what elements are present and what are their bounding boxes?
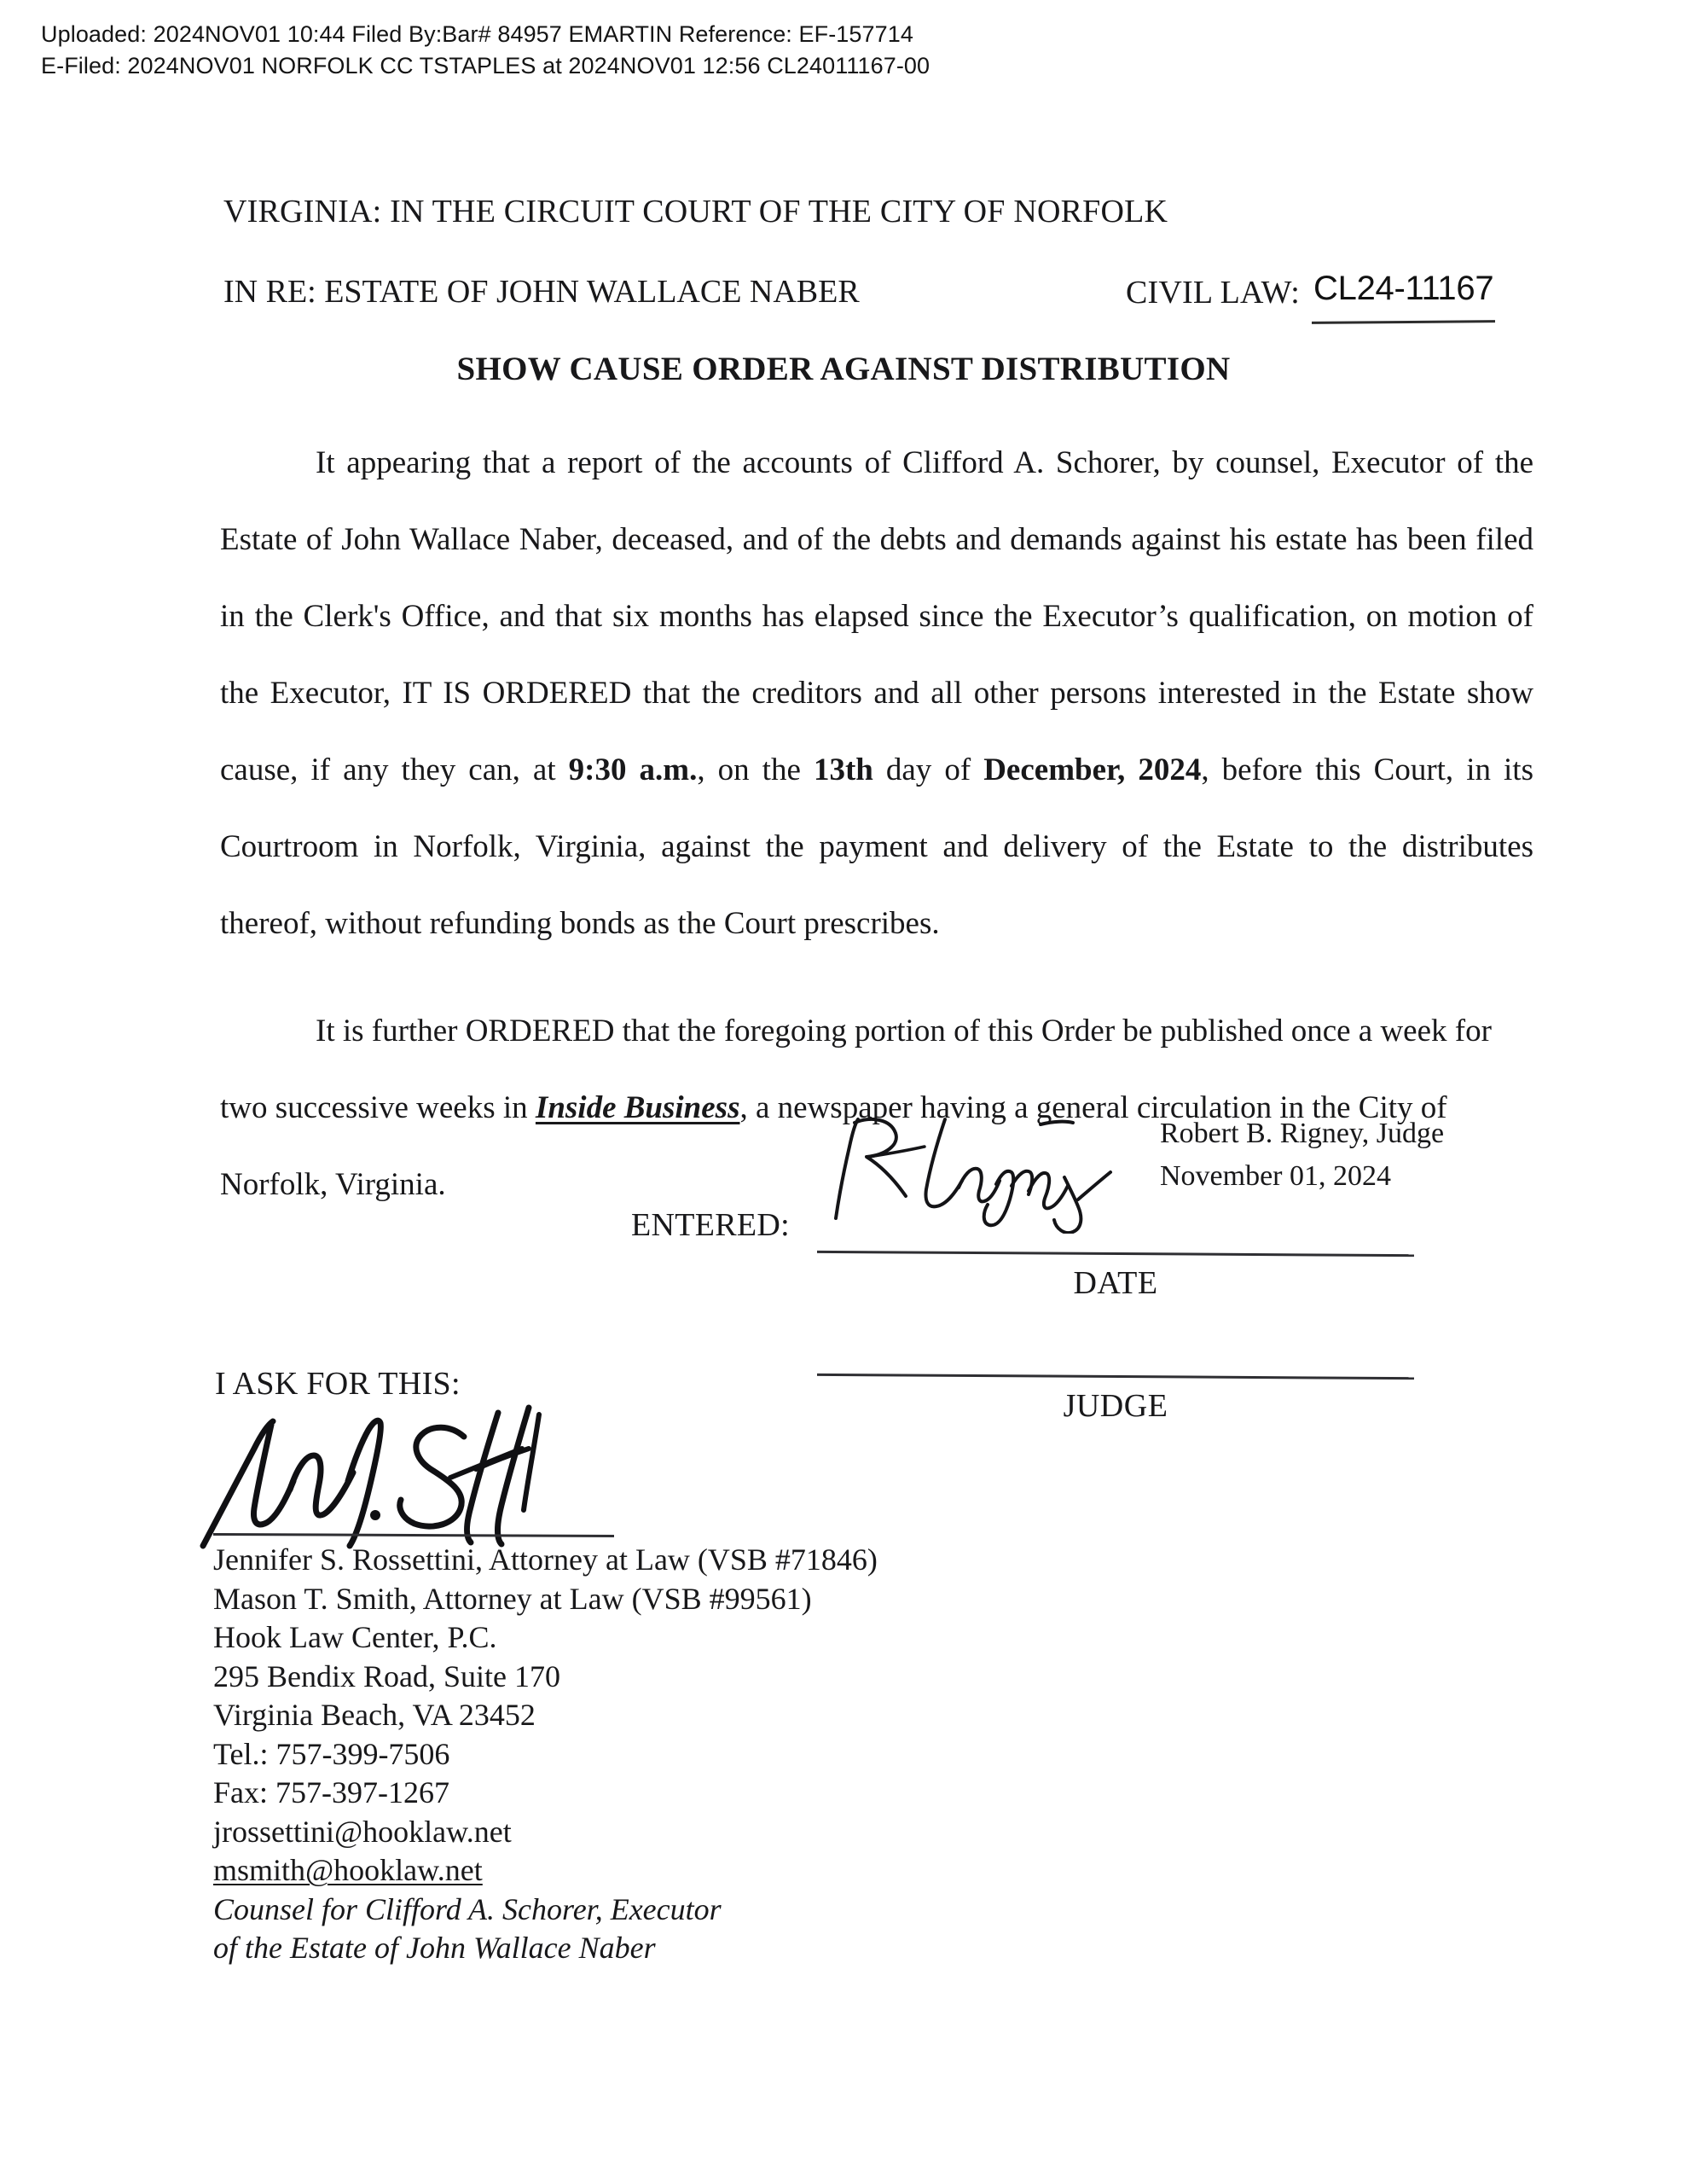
civil-law-case-number-group [1126, 270, 1497, 311]
counsel-email-smith[interactable]: msmith@hooklaw.net [213, 1853, 483, 1887]
para2-segment-b: , a newspaper having a general circulation in the City of Norfolk, Virginia. [220, 1090, 1447, 1202]
attorney-signature-line [213, 1533, 614, 1537]
para2-segment-a: It is further ORDERED that the foregoing portion of this Order be published once a week for two successive weeks in [220, 1014, 1492, 1125]
entered-date-value: November 01, 2024 [1160, 1160, 1392, 1192]
counsel-firm-name: Hook Law Center, P.C. [213, 1620, 497, 1654]
para1-segment-a: It appearing that a report of the accounts of Clifford A. Schorer, by counsel, Executor of the Estate of John Wallace Naber, deceased, and of the debts and demands against his estate has been filed in the Clerk's Office, and that six months has elapsed since the Executor’s qualification, on motion of the Executor, IT IS ORDERED that the creditors and all other persons interested in the Estate show cause, if any they can, at [220, 445, 1533, 787]
para1-segment-d: , before this Court, in its Courtroom in Norfolk, Virginia, against the payment and delivery of the Estate to the distributes thereof, without refunding bonds as the Court prescribes. [220, 752, 1533, 941]
order-paragraph-1 [220, 425, 1533, 962]
para1-segment-c: day of [872, 752, 984, 787]
i-ask-for-this-label: I ASK FOR THIS: [215, 1366, 461, 1402]
civil-law-label: CIVIL LAW: [1126, 275, 1301, 311]
counsel-attorney-2: Mason T. Smith, Attorney at Law (VSB #99561) [213, 1581, 812, 1616]
attorney-signature-mark [194, 1396, 595, 1549]
counsel-role-line-2: of the Estate of John Wallace Naber [213, 1931, 656, 1965]
document-title: SHOW CAUSE ORDER AGAINST DISTRIBUTION [456, 351, 1231, 387]
counsel-email-rossettini: jrossettini@hooklaw.net [213, 1814, 512, 1849]
counsel-attorney-1: Jennifer S. Rossettini, Attorney at Law (VSB #71846) [213, 1542, 878, 1577]
judge-signature-line [817, 1374, 1414, 1380]
hearing-day: 13th [813, 752, 873, 787]
case-number-underline [1312, 320, 1495, 324]
counsel-city-state-zip: Virginia Beach, VA 23452 [213, 1698, 536, 1732]
newspaper-name: Inside Business [535, 1090, 740, 1125]
counsel-role-line-1: Counsel for Clifford A. Schorer, Executor [213, 1891, 722, 1926]
counsel-telephone: Tel.: 757-399-7506 [213, 1736, 450, 1771]
counsel-street-address: 295 Bendix Road, Suite 170 [213, 1658, 560, 1693]
judge-signature-block [631, 1102, 1535, 1424]
case-number-field [1308, 270, 1497, 311]
case-number-value: CL24-11167 [1313, 270, 1494, 307]
in-re-estate-caption: IN RE: ESTATE OF JOHN WALLACE NABER [223, 274, 860, 310]
efiling-stamp-efiled-line: E-Filed: 2024NOV01 NORFOLK CC TSTAPLES at 2024NOV01 12:56 CL24011167-00 [41, 53, 930, 79]
judge-signature-mark [817, 1106, 1175, 1234]
counsel-contact-block [213, 1541, 878, 1968]
court-heading: VIRGINIA: IN THE CIRCUIT COURT OF THE CITY OF NORFOLK [223, 194, 1168, 229]
hearing-month-year: December, 2024 [983, 752, 1202, 787]
case-caption-row [223, 270, 1528, 324]
efiling-stamp-uploaded-line: Uploaded: 2024NOV01 10:44 Filed By:Bar# 84957 EMARTIN Reference: EF-157714 [41, 21, 913, 47]
date-signature-line [817, 1251, 1414, 1257]
judge-caption: JUDGE [1063, 1388, 1168, 1424]
judge-entry-meta [1160, 1112, 1444, 1198]
hearing-time: 9:30 a.m. [568, 752, 698, 787]
judge-name-label: Robert B. Rigney, Judge [1160, 1118, 1445, 1149]
para1-segment-b: , on the [697, 752, 814, 787]
date-caption: DATE [1073, 1265, 1158, 1301]
entered-label: ENTERED: [631, 1207, 791, 1243]
counsel-fax: Fax: 757-397-1267 [213, 1775, 449, 1809]
